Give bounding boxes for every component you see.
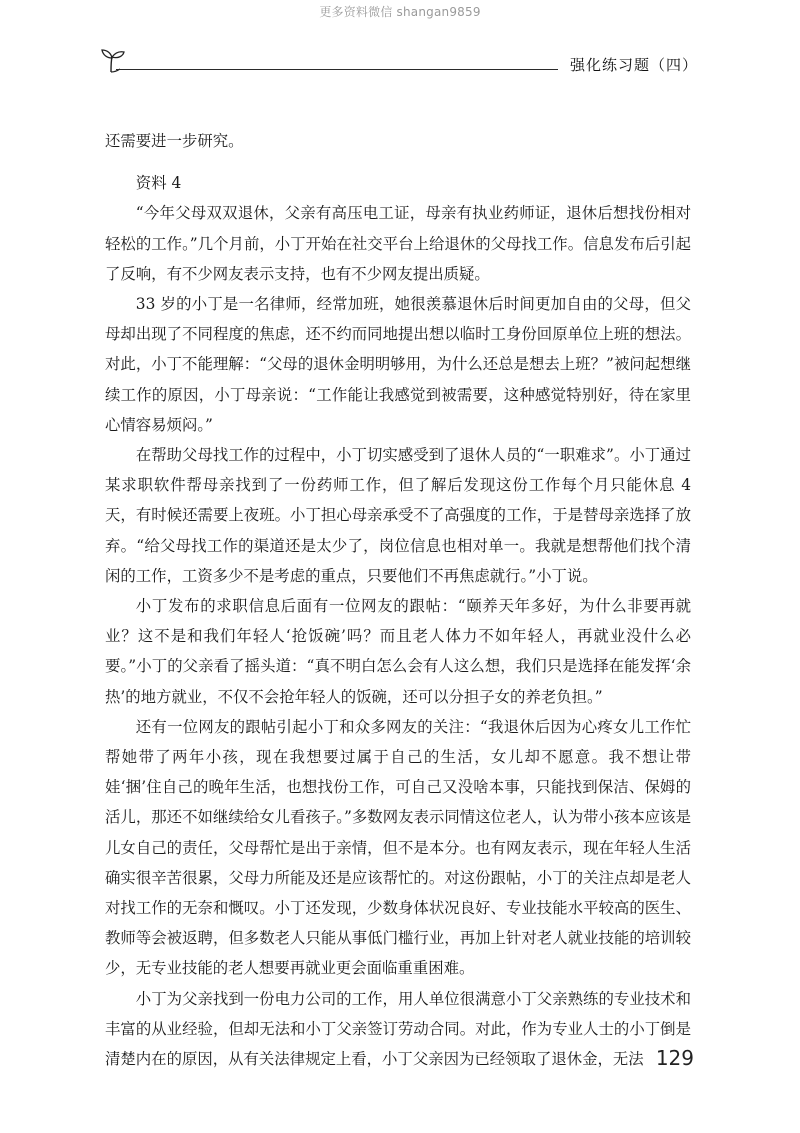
sprout-icon <box>98 46 128 76</box>
watermark-text: 更多资料微信 shangan9859 <box>319 5 481 19</box>
paragraph-4: 小丁发布的求职信息后面有一位网友的跟帖：“颐养天年多好，为什么非要再就业？这不是和我们年轻人‘抢饭碗’吗？而且老人体力不如年轻人，再就业没什么必要。”小丁的父亲看了摇头道：“真不明白怎么会有人这么想，我们只是选择在能发挥‘余热’的地方就业，不仅不会抢年轻人的饭碗，还可以分担子女的养老负担。” <box>105 597 691 706</box>
paragraph-6: 小丁为父亲找到一份电力公司的工作，用人单位很满意小丁父亲熟练的专业技术和丰富的从业经验，但却无法和小丁父亲签订劳动合同。对此，作为专业人士的小丁倒是清楚内在的原因，从有关法律规定上看，小丁父亲因为已经领取了退休金，无法 <box>105 989 691 1069</box>
page-number: 129 <box>655 1046 694 1070</box>
page-body <box>105 126 691 1074</box>
page-header <box>98 44 698 84</box>
paragraph-5: 还有一位网友的跟帖引起小丁和众多网友的关注：“我退休后因为心疼女儿工作忙帮她带了两年小孩，现在我想要过属于自己的生活，女儿却不愿意。我不想让带娃‘捆’住自己的晚年生活，也想找份工作，可自己又没啥本事，只能找到保洁、保姆的活儿，那还不如继续给女儿看孩子。”多数网友表示同情这位老人，认为带小孩本应该是儿女自己的责任，父母帮忙是出于亲情，但不是本分。也有网友表示，现在年轻人生活确实很辛苦很累，父母力所能及还是应该帮忙的。对这份跟帖，小丁的关注点却是老人对找工作的无奈和慨叹。小丁还发现，少数身体状况良好、专业技能水平较高的医生、教师等会被返聘，但多数老人只能从事低门槛行业，再加上针对老人就业技能的培训较少，无专业技能的老人想要再就业更会面临重重困难。 <box>105 717 691 978</box>
paragraph-3: 在帮助父母找工作的过程中，小丁切实感受到了退休人员的“一职难求”。小丁通过某求职软件帮母亲找到了一份药师工作，但了解后发现这份工作每个月只能休息 4 天，有时候还需要上夜班。小丁担心母亲承受不了高强度的工作，于是替母亲选择了放弃。“给父母找工作的渠道还是太少了，岗位信息也相对单一。我就是想帮他们找个清闲的工作，工资多少不是考虑的重点，只要他们不再焦虑就行。”小丁说。 <box>105 446 691 585</box>
section-heading: 资料 4 <box>135 174 182 193</box>
paragraph-2: 33 岁的小丁是一名律师，经常加班，她很羡慕退休后时间更加自由的父母，但父母却出现了不同程度的焦虑，还不约而同地提出想以临时工身份回原单位上班的想法。对此，小丁不能理解：“父母的退休金明明够用，为什么还总是想去上班？”被问起想继续工作的原因，小丁母亲说：“工作能让我感觉到被需要，这种感觉特别好，待在家里心情容易烦闷。” <box>105 295 691 434</box>
paragraph-1: “今年父母双双退休，父亲有高压电工证，母亲有执业药师证，退休后想找份相对轻松的工作。”几个月前，小丁开始在社交平台上给退休的父母找工作。信息发布后引起了反响，有不少网友表示支持，也有不少网友提出质疑。 <box>105 204 691 283</box>
running-header-title: 强化练习题（四） <box>569 56 698 74</box>
continuation-line: 还需要进一步研究。 <box>105 132 244 150</box>
header-rule <box>116 69 558 70</box>
